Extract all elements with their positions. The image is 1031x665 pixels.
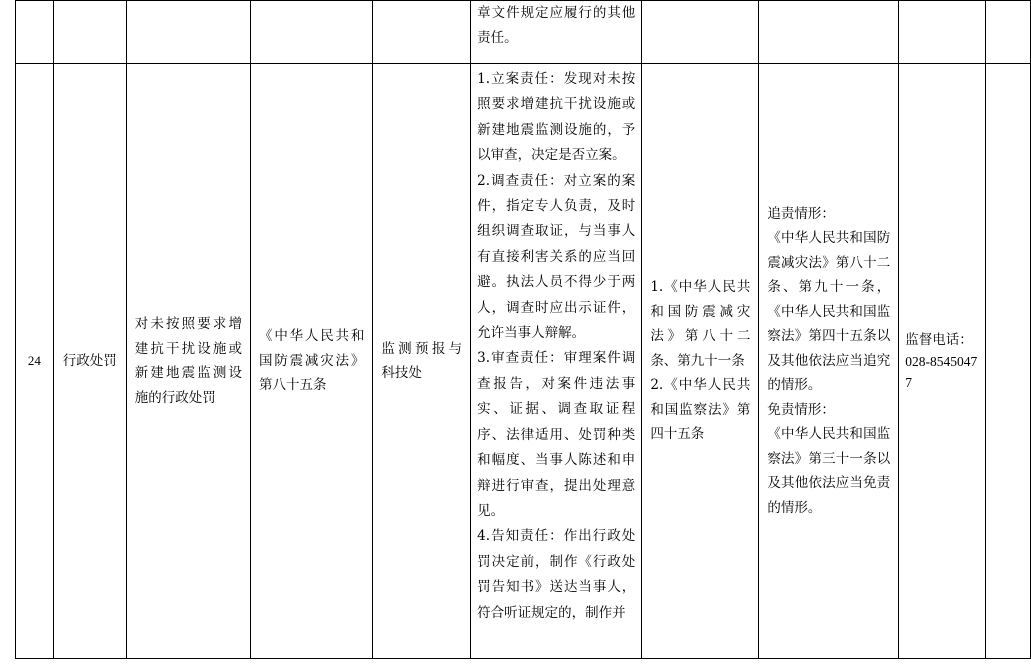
category-cell: 行政处罚 [53, 64, 126, 659]
exempt-heading: 免责情形： [767, 401, 835, 418]
prev-department-cell [373, 1, 471, 64]
prev-accountability-cell [759, 1, 899, 64]
department-cell: 监测预报与科技处 [373, 64, 471, 659]
remarks-cell [985, 64, 1030, 659]
prev-number-cell [16, 1, 54, 64]
prev-supervision-cell [899, 1, 986, 64]
accountability-heading: 追责情形： [767, 205, 835, 222]
duty-item: 2.调查责任：对立案的案件，指定专人负责，及时组织调查取证，与当事人有直接利害关系的应当回避。执法人员不得少于两人，调查时应出示证件，允许当事人辩解。 [477, 172, 636, 342]
item-name-cell: 对未按照要求增建抗干扰设施或新建地震监测设施的行政处罚 [126, 64, 250, 659]
table-row [16, 64, 1031, 659]
prev-basis-cell [251, 1, 373, 64]
prev-duty-tail: 章文件规定应履行的其他责任。 [477, 5, 636, 46]
power-list-table [15, 0, 1031, 659]
previous-row [16, 1, 1031, 64]
accountability-cell [759, 64, 899, 659]
duty-item: 1.立案责任：发现对未按照要求增建抗干扰设施或新建地震监测设施的，予以审查，决定是否立案。 [477, 71, 636, 164]
legal-basis-cell: 《中华人民共和国防震减灾法》第八十五条 [251, 64, 373, 659]
accountability-text: 《中华人民共和国防震减灾法》第八十二条、第九十一条，《中华人民共和国监察法》第四十五条以及其他依法应当追究的情形。 [767, 230, 891, 394]
duty-item: 3.审查责任：审理案件调查报告，对案件违法事实、证据、调查取证程序、法律适用、处罚种类和幅度、当事人陈述和申辩进行审查，提出处理意见。 [477, 350, 636, 519]
duties-cell [471, 64, 642, 659]
duty-basis-cell [642, 64, 759, 659]
duty-item: 4.告知责任：作出行政处罚决定前，制作《行政处罚告知书》送达当事人，符合听证规定的，制作并 [477, 528, 636, 621]
supervision-label: 监督电话： [905, 331, 973, 348]
duty-basis-item: 2.《中华人民共和国监察法》第四十五条 [650, 377, 751, 443]
supervision-phone: 028-85450477 [905, 353, 978, 390]
prev-remarks-cell [985, 1, 1030, 64]
exempt-text: 《中华人民共和国监察法》第三十一条以及其他依法应当免责的情形。 [767, 426, 891, 516]
row-number: 24 [16, 64, 54, 659]
duty-basis-item: 1.《中华人民共和国防震减灾法》第八十二条、第九十一条 [650, 279, 751, 369]
prev-category-cell [53, 1, 126, 64]
supervision-cell [899, 64, 986, 659]
prev-item-cell [126, 1, 250, 64]
prev-duty-cell [471, 1, 642, 64]
prev-duty-basis-cell [642, 1, 759, 64]
